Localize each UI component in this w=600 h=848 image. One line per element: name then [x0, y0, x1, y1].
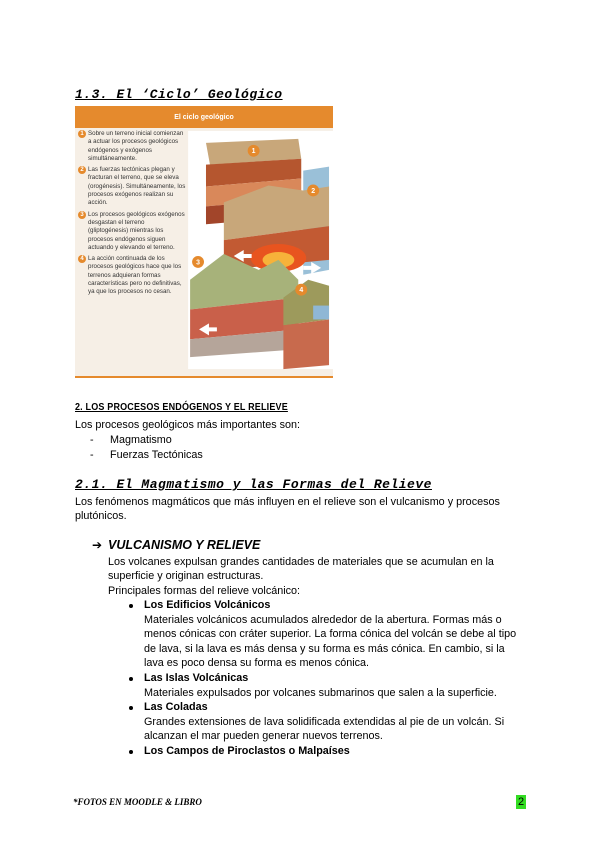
step-number: 2 [78, 166, 86, 174]
step-text: Las fuerzas tectónicas plegan y fracturan el terreno, que se eleva (orogénesis). Simultáneamente, los procesos exógenos realizan su acción. [88, 166, 186, 207]
vulcanismo-p1-line2: superficie y originan estructuras. [108, 570, 264, 582]
section-2-title: 2. LOS PROCESOS ENDÓGENOS Y EL RELIEVE [75, 402, 288, 413]
section-2-1-title: 2.1. El Magmatismo y las Formas del Relieve [75, 477, 432, 492]
item-line: menos cónicas con cráter superior. La forma cónica del volcán se debe al tipo [144, 628, 517, 640]
bullet-marker [129, 706, 133, 710]
step-text: Sobre un terreno inicial comienzan a actuar los procesos geológicos endógenos y exógenos simultáneamente. [88, 130, 184, 162]
section-2-1-intro-line1: Los fenómenos magmáticos que más influyen en el relieve son el vulcanismo y procesos [75, 496, 500, 508]
item-title: Los Campos de Piroclastos o Malpaíses [144, 745, 350, 757]
vulcanismo-p1-line1: Los volcanes expulsan grandes cantidades de materiales que se acumulan en la [108, 556, 494, 568]
block-diagram-4 [283, 280, 329, 369]
section-2-intro: Los procesos geológicos más importantes son: [75, 419, 301, 431]
item-line: de lava, si la lava es más densa y su forma es más cónica. En cambio, si la [144, 643, 505, 655]
list-item-text: Fuerzas Tectónicas [110, 449, 203, 461]
vulcanismo-p2: Principales formas del relieve volcánico: [108, 585, 301, 597]
section-2-1-intro-line2: plutónicos. [75, 510, 127, 522]
step-text: Los procesos geológicos exógenos desgastan el terreno (gliptogénesis) mientras los procesos endógenos siguen actuando y elevando el terreno. [88, 210, 185, 251]
step-number: 3 [78, 211, 86, 219]
vulcanismo-heading: VULCANISMO Y RELIEVE [108, 538, 261, 552]
dash-marker: - [90, 434, 94, 446]
figure-header: El ciclo geológico [75, 108, 333, 128]
item-line: lava es poco densa su forma es menos cónica. [144, 657, 370, 669]
list-item-text: Magmatismo [110, 434, 172, 446]
item-line: Grandes extensiones de lava solidificada extendidas al pie de un volcán. Si [144, 716, 505, 728]
item-title: Los Edificios Volcánicos [144, 599, 271, 611]
section-1-3-title: 1.3. El ‘Ciclo’ Geológico [75, 87, 283, 102]
diagram-label-4: 4 [299, 287, 304, 295]
dash-marker: - [90, 449, 94, 461]
page-number: 2 [517, 796, 525, 808]
arrow-icon: ➔ [92, 538, 103, 552]
step-text: La acción continuada de los procesos geológicos hace que los terrenos adquieran formas características pero no definitivas, ya que los procesos no cesan. [88, 255, 182, 296]
diagram-label-3: 3 [196, 259, 200, 267]
item-line: Materiales expulsados por volcanes submarinos que salen a la superficie. [144, 687, 497, 699]
block-diagram-3 [190, 254, 298, 357]
bullet-marker [129, 677, 133, 681]
step-number: 4 [78, 255, 86, 263]
item-title: Las Coladas [144, 701, 208, 713]
item-title: Las Islas Volcánicas [144, 672, 249, 684]
item-line: alcanzan el mar pueden generar nuevos terrenos. [144, 730, 383, 742]
footer-note: *FOTOS EN MOODLE & LIBRO [73, 797, 202, 807]
diagram-label-1: 1 [251, 148, 256, 156]
bullet-marker [129, 604, 133, 608]
item-line: Materiales volcánicos acumulados alrededor de la abertura. Formas más o [144, 614, 502, 626]
bullet-marker [129, 750, 133, 754]
diagram-label-2: 2 [311, 187, 316, 195]
geological-cycle-diagram [75, 130, 333, 370]
geological-cycle-figure [75, 106, 333, 378]
list-item [90, 433, 172, 447]
list-item [90, 448, 203, 462]
step-number: 1 [78, 130, 86, 138]
